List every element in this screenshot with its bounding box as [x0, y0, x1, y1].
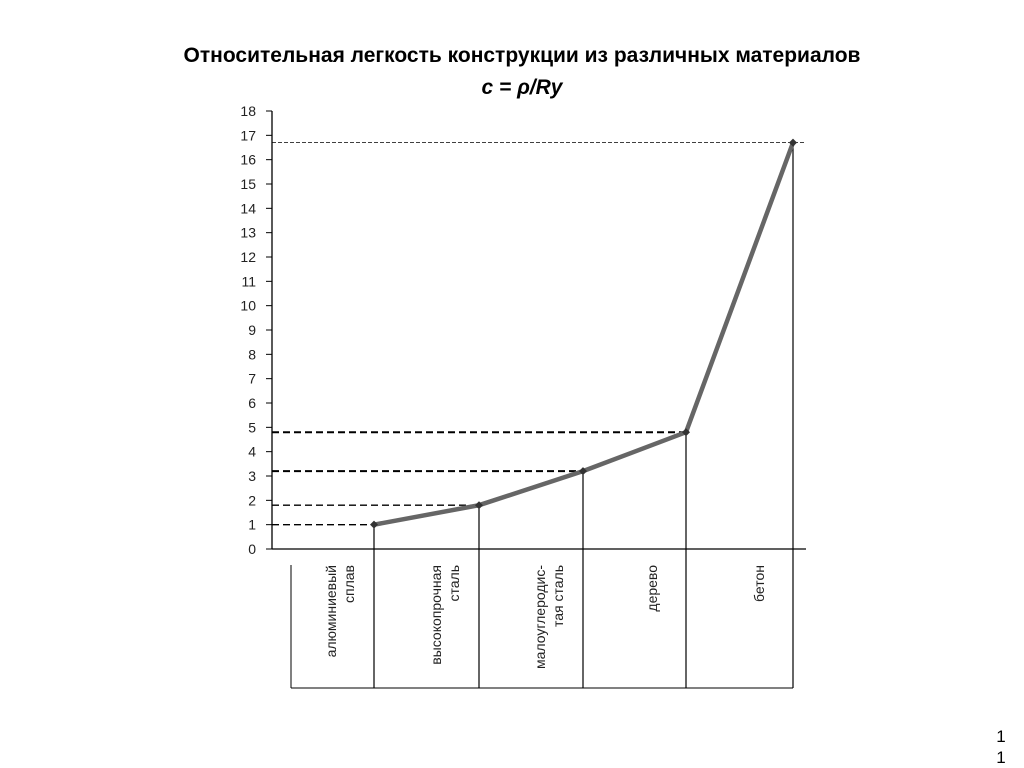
series-line — [374, 143, 793, 525]
y-tick-label: 13 — [240, 224, 256, 241]
y-tick-label: 11 — [241, 273, 256, 290]
y-tick-label: 8 — [248, 346, 256, 363]
category-label: бетон — [751, 565, 767, 602]
category-label: высокопрочная — [428, 565, 444, 665]
y-tick-label: 4 — [248, 443, 256, 460]
y-tick-label: 2 — [248, 492, 256, 509]
category-label: малоуглеродис- — [532, 565, 548, 670]
y-tick-label: 7 — [248, 370, 256, 387]
category-label: тая сталь — [550, 565, 566, 628]
page-number: 11 — [996, 727, 1006, 767]
y-tick-label: 5 — [248, 419, 256, 436]
y-tick-label: 17 — [240, 127, 256, 144]
chart-subtitle: c = ρ/Ry — [481, 76, 563, 99]
y-tick-label: 12 — [240, 249, 256, 265]
y-tick-label: 16 — [240, 151, 256, 168]
y-tick-label: 18 — [240, 103, 256, 119]
y-tick-label: 3 — [248, 468, 256, 484]
category-label: алюминиевый — [323, 565, 339, 658]
category-label: сталь — [446, 565, 462, 602]
y-tick-label: 1 — [248, 516, 256, 533]
y-tick-label: 10 — [240, 297, 256, 314]
chart-title: Относительная легкость конструкции из различных материалов — [183, 44, 861, 67]
y-tick-label: 9 — [248, 322, 256, 338]
y-tick-label: 0 — [248, 541, 256, 557]
category-label: сплав — [341, 565, 357, 603]
y-tick-label: 15 — [240, 176, 256, 192]
y-tick-label: 14 — [240, 200, 256, 217]
category-label: дерево — [644, 565, 660, 612]
y-tick-label: 6 — [248, 395, 256, 411]
